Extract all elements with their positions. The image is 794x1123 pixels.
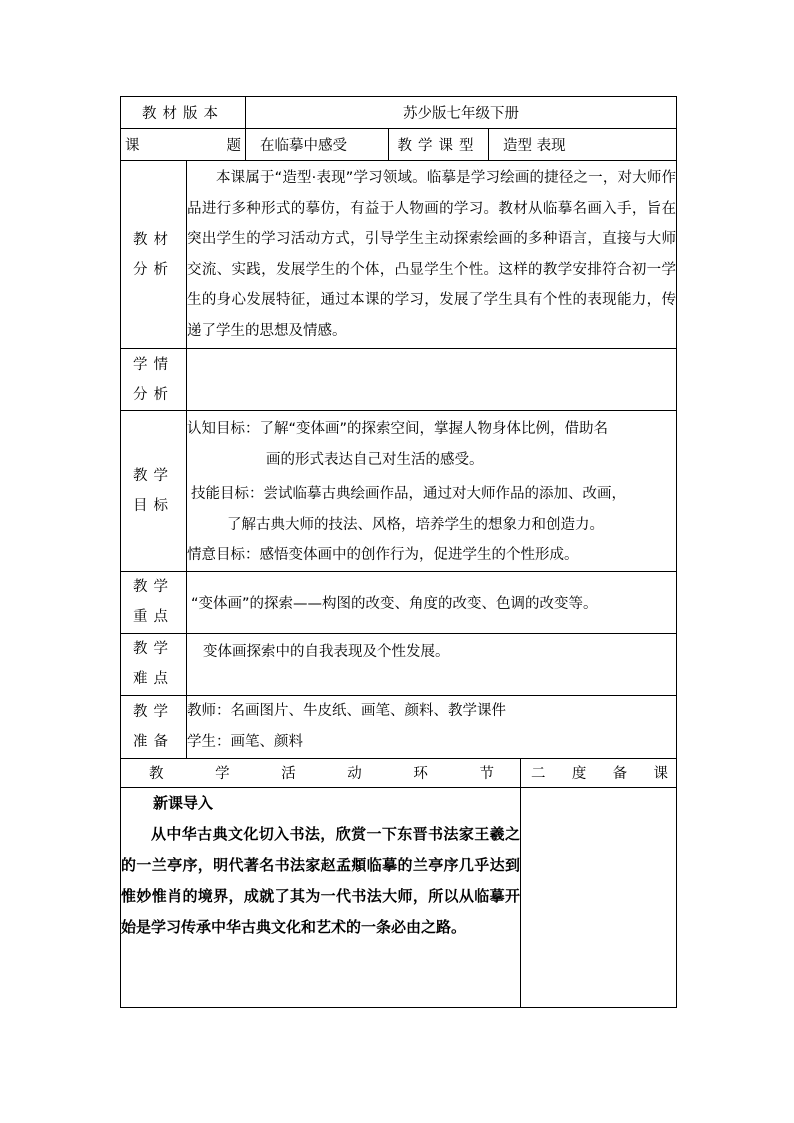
activities-content	[121, 787, 521, 1007]
edition-label: 教材版本	[121, 97, 246, 129]
topic-label-char-1: 课	[125, 138, 140, 154]
analysis-row	[121, 161, 677, 349]
activities-header	[121, 758, 521, 787]
topic-value: 在临摹中感受	[246, 129, 389, 161]
objective-emotion-line: 情意目标：感悟变体画中的创作行为，促进学生的个性形成。	[187, 547, 579, 563]
topic-row	[121, 129, 677, 161]
objectives-label	[121, 411, 187, 572]
preparation-row	[121, 695, 677, 758]
second-prep-header-char: 二	[531, 766, 546, 782]
preparation-label-line-2: 准备	[133, 733, 174, 750]
second-prep-content	[521, 787, 677, 1007]
difficulties-text: 变体画探索中的自我表现及个性发展。	[187, 633, 677, 695]
objectives-label-line-2: 目标	[133, 497, 174, 514]
activities-header-char: 活	[281, 766, 296, 782]
second-prep-header-char: 课	[653, 766, 668, 782]
preparation-label	[121, 695, 187, 758]
student-analysis-row	[121, 349, 677, 411]
objective-cognitive-line-2: 画的形式表达自己对生活的感受。	[266, 451, 484, 468]
analysis-label-line-2: 分析	[133, 261, 174, 278]
activities-paragraph: 从中华古典文化切入书法，欣赏一下东晋书法家王羲之的一兰亭序，明代著名书法家赵孟頫临摹的兰亭序几乎达到惟妙惟肖的境界，成就了其为一代书法大师，所以从临摹开始是学习传承中华古典文化和艺术的一条必由之路。	[121, 824, 520, 936]
second-prep-header-char: 度	[571, 766, 587, 782]
objective-cognitive-line-1: 认知目标：了解“变体画”的探索空间，掌握人物身体比例，借助名	[187, 421, 609, 437]
lesson-type-value: 造型 表现	[489, 129, 677, 161]
difficulties-label-line-2: 难点	[133, 671, 174, 687]
lesson-plan-table	[120, 96, 677, 1008]
activities-header-char: 环	[413, 766, 428, 782]
edition-row	[121, 97, 677, 129]
student-analysis-label-line-2: 分析	[133, 386, 174, 403]
second-prep-header-char: 备	[612, 766, 628, 782]
topic-label-char-2: 题	[226, 138, 241, 154]
student-analysis-label-line-1: 学情	[133, 356, 174, 373]
activities-content-row	[121, 787, 677, 1007]
preparation-teacher: 教师：名画图片、牛皮纸、画笔、颜料、教学课件	[187, 703, 506, 719]
lesson-type-label: 教学课型	[389, 129, 489, 161]
objective-skill-line-2: 了解古典大师的技法、风格，培养学生的想象力和创造力。	[227, 516, 604, 533]
student-analysis-label	[121, 349, 187, 411]
analysis-label-line-1: 教材	[133, 231, 174, 248]
key-points-label-line-2: 重点	[133, 609, 174, 625]
difficulties-row	[121, 633, 677, 695]
activities-header-char: 动	[347, 766, 362, 782]
preparation-label-line-1: 教学	[133, 703, 174, 720]
key-points-label-line-1: 教学	[133, 579, 174, 595]
key-points-text: “变体画”的探索——构图的改变、角度的改变、色调的改变等。	[187, 571, 677, 633]
second-prep-header	[521, 758, 677, 787]
student-analysis-text	[187, 349, 677, 411]
difficulties-label-line-1: 教学	[133, 641, 174, 657]
topic-label	[121, 129, 246, 161]
analysis-label	[121, 161, 187, 349]
activities-section-title: 新课导入	[153, 793, 214, 812]
activities-header-char: 节	[479, 766, 494, 782]
objectives-text	[187, 411, 677, 572]
activities-header-char: 教	[149, 766, 164, 782]
difficulties-label	[121, 633, 187, 695]
activities-header-row	[121, 758, 677, 787]
objective-skill-line-1: 技能目标：尝试临摹古典绘画作品，通过对大师作品的添加、改画，	[191, 486, 626, 502]
analysis-text: 本课属于“造型·表现”学习领域。临摹是学习绘画的捷径之一，对大师作品进行多种形式的摹仿，有益于人物画的学习。教材从临摹名画入手，旨在突出学生的学习活动方式，引导学生主动探索绘画的多种语言，直接与大师交流、实践，发展学生的个体，凸显学生个性。这样的教学安排符合初一学生的身心发展特征，通过本课的学习，发展了学生具有个性的表现能力，传递了学生的思想及情感。	[187, 161, 677, 349]
objectives-row	[121, 411, 677, 572]
preparation-text	[187, 695, 677, 758]
edition-value: 苏少版七年级下册	[246, 97, 677, 129]
preparation-student: 学生：画笔、颜料	[187, 733, 303, 750]
activities-header-char: 学	[215, 766, 230, 782]
objectives-label-line-1: 教学	[133, 467, 174, 484]
key-points-label	[121, 571, 187, 633]
key-points-row	[121, 571, 677, 633]
